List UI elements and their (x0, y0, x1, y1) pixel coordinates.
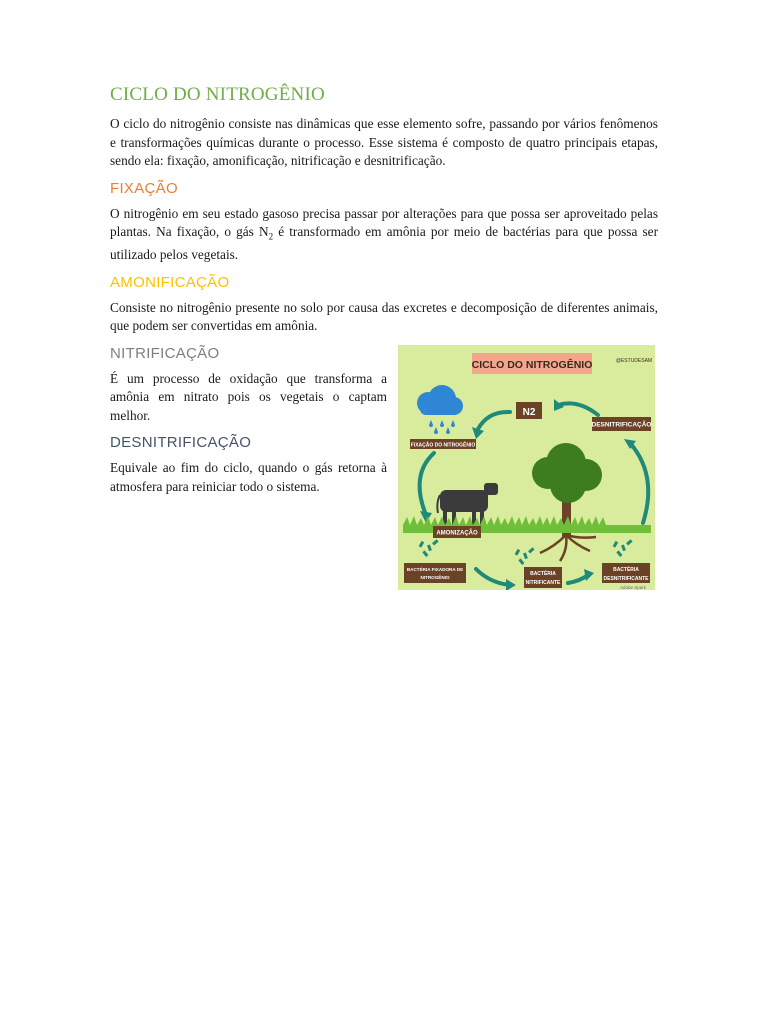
heading-desnitrificacao: DESNITRIFICAÇÃO (110, 434, 252, 452)
left-column (110, 345, 387, 506)
page-title: CICLO DO NITROGÊNIO (110, 84, 325, 105)
figure-title: CICLO DO NITROGÊNIO (471, 358, 593, 371)
figure-handle: @ESTUDESAM (615, 357, 653, 364)
paragraph-desnitrificacao: Equivale ao fim do ciclo, quando o gás retorna à atmosfera para reiniciar todo o sistema. (110, 460, 387, 494)
subscript-2: 2 (268, 231, 274, 242)
nitrogen-cycle-illustration (398, 345, 655, 590)
label-denitrifying-bacteria-line1: BACTÉRIA (613, 566, 639, 573)
two-column-section (110, 345, 658, 595)
label-amonization: AMONIZAÇÃO (436, 530, 478, 537)
label-fixing-bacteria-line2: NITROGÊNIO (420, 574, 450, 580)
label-box-fixing-bacteria (404, 563, 466, 583)
heading-nitrificacao: NITRIFICAÇÃO (110, 344, 220, 362)
fixacao-text-before: O nitrogênio em seu estado gasoso precisa passar por alterações para que possa ser aproveitado pelas plantas. Na fixação, o gás N (110, 205, 658, 239)
heading-amonificacao: AMONIFICAÇÃO (110, 273, 230, 291)
label-fixing-bacteria-line1: BACTÉRIA FIXADORA DE (406, 566, 464, 572)
intro-paragraph: O ciclo do nitrogênio consiste nas dinâmicas que esse elemento sofre, passando por vários fenômenos e transformações químicas durante o processo. Esse sistema é composto de quatro principais etapas, sendo ela: fixação, amonificação, nitrificação e desnitrificação. (110, 116, 658, 168)
label-desnitrification: DESNITRIFICAÇÃO (591, 421, 652, 429)
label-denitrifying-bacteria-line2: DESNITRIFICANTE (603, 575, 649, 582)
label-nitrifying-bacteria-line2: NITRIFICANTE (525, 579, 561, 586)
fixacao-text-after: é transformado em amônia por meio de bactérias para que possa ser utilizado pelos vegetais. (110, 224, 658, 263)
label-nitrifying-bacteria-line1: BACTÉRIA (530, 570, 556, 577)
figure-background (398, 345, 655, 590)
label-fixation: FIXAÇÃO DO NITROGÊNIO (410, 442, 476, 449)
paragraph-fixacao (110, 205, 658, 265)
nitrogen-cycle-figure (398, 345, 655, 590)
paragraph-amonificacao: Consiste no nitrogênio presente no solo por causa das excretes e decomposição de diferentes animais, que podem ser convertidas em amônia. (110, 299, 658, 334)
n2-label: N2 (522, 406, 536, 418)
watermark: Adobe Spark (619, 584, 647, 590)
document-page (110, 84, 658, 595)
heading-fixacao: FIXAÇÃO (110, 179, 178, 197)
paragraph-nitrificacao: É um processo de oxidação que transforma a amônia em nitrato pois os vegetais o captam melhor. (110, 370, 387, 423)
